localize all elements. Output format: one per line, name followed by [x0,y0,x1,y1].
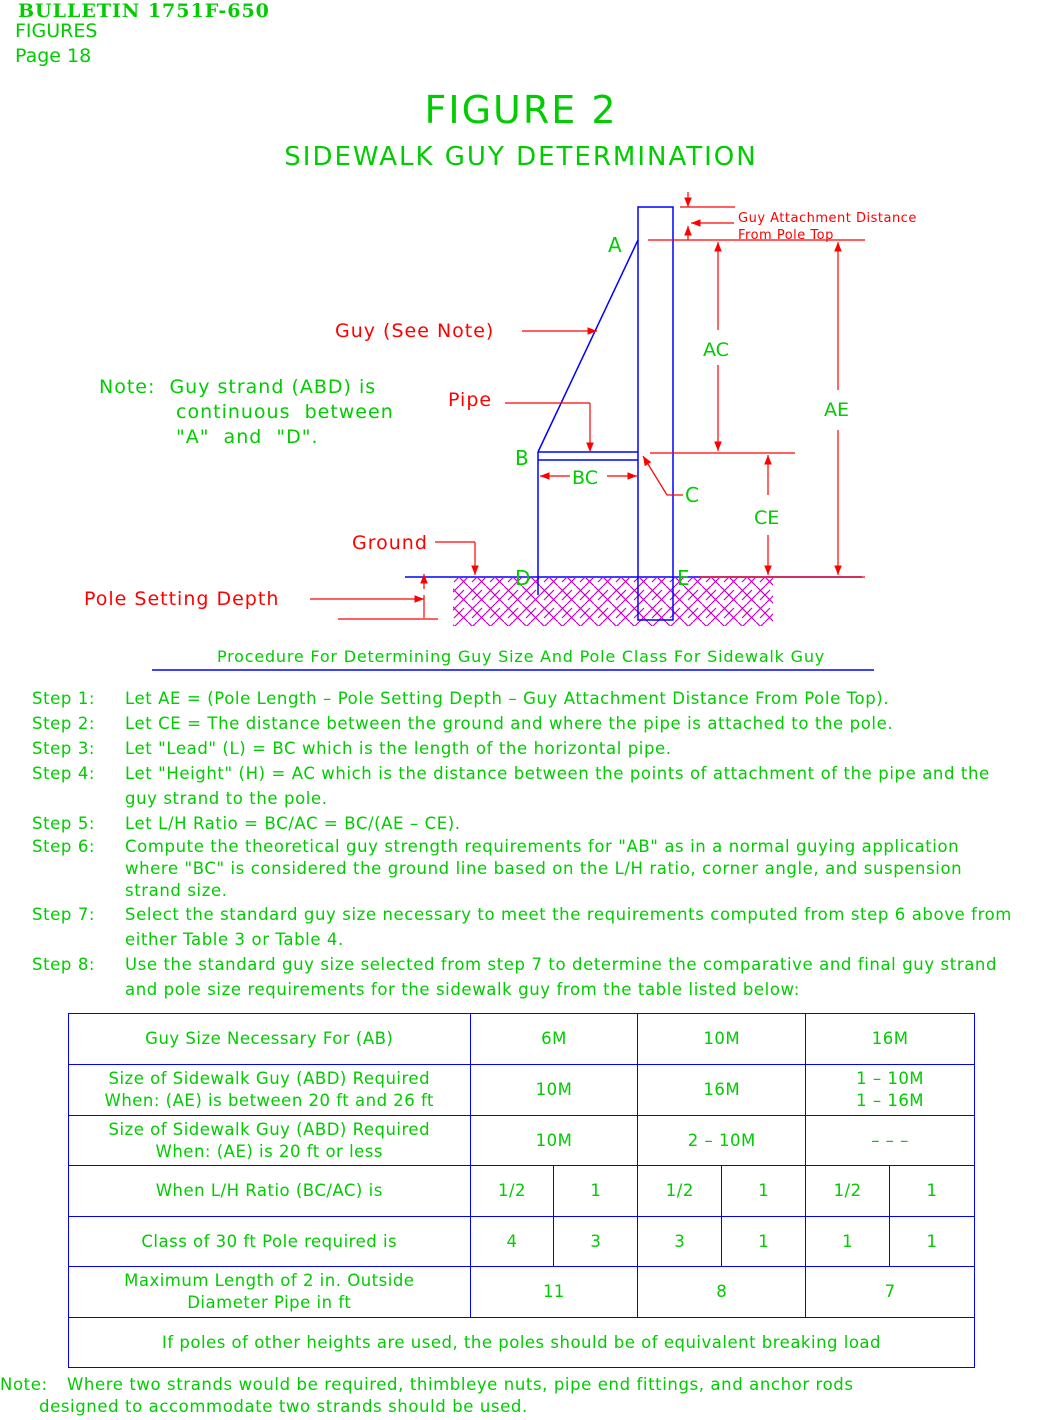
bottom-note-line1: Where two strands would be required, thimbleye nuts, pipe end fittings, and anchor rods [67,1375,854,1394]
table-cell: 1 [554,1166,638,1217]
pole-setting-depth-label: Pole Setting Depth [84,588,280,610]
table-cell: 8 [638,1267,806,1318]
table-row [69,1267,975,1318]
table-cell: 1 [890,1166,975,1217]
guy-attachment-label-line2: From Pole Top [738,228,834,243]
table-cell: 1 [722,1217,806,1267]
guy-label: Guy (See Note) [335,320,495,342]
bottom-note [0,1374,854,1418]
step-item [32,736,1035,761]
step-text: Let AE = (Pole Length – Pole Setting Depth – Guy Attachment Distance From Pole Top). [125,689,890,708]
sidewalk-guy-diagram [0,190,1042,680]
steps-list [32,686,1035,1002]
ground-hatch [453,578,773,626]
table-row [69,1217,975,1267]
step-item [32,811,1035,836]
table-cell: 2 – 10M [638,1116,806,1166]
step-label: Step 5: [32,814,96,833]
table-cell: 11 [470,1267,638,1318]
table-row [69,1166,975,1217]
cell-line: When: (AE) is between 20 ft and 26 ft [104,1091,435,1110]
cell-line: Diameter Pipe in ft [187,1293,352,1312]
step-text: Use the standard guy size selected from step 7 to determine the comparative and final guy strand and pole size requirements for the sidewalk guy from the table listed below: [125,955,998,999]
step-item [32,902,1035,952]
guy-attachment-label-line1: Guy Attachment Distance [738,211,917,226]
table-cell: 3 [554,1217,638,1267]
step-item [32,711,1035,736]
table-cell [69,1116,471,1166]
step-text: Let CE = The distance between the ground and where the pipe is attached to the pole. [125,714,894,733]
table-cell: Class of 30 ft Pole required is [69,1217,471,1267]
table-row [69,1318,975,1368]
table-cell: 1 [890,1217,975,1267]
table-row [69,1065,975,1116]
table-row [69,1116,975,1166]
cell-line: Size of Sidewalk Guy (ABD) Required [108,1069,431,1088]
point-e-label: E [677,566,690,590]
ae-label: AE [824,399,850,421]
figure-title: FIGURE 2 [424,88,618,132]
point-d-label: D [515,566,531,590]
cell-line: 1 – 16M [856,1091,925,1110]
table-cell: 10M [470,1065,638,1116]
bottom-note-line2: designed to accommodate two strands should be used. [39,1397,528,1416]
page-number: Page 18 [15,45,92,67]
step-item [32,686,1035,711]
diagram-note-line1: Note: Guy strand (ABD) is [99,376,377,398]
point-b-label: B [515,446,529,470]
step-item [32,952,1035,1002]
step-label: Step 8: [32,955,96,974]
diagram-note-line3: "A" and "D". [176,426,319,448]
table-cell: 16M [806,1014,975,1065]
cell-line: 1 – 10M [856,1069,925,1088]
point-c-label: C [685,483,699,507]
procedure-title: Procedure For Determining Guy Size And Pole Class For Sidewalk Guy [216,647,826,666]
step-label: Step 6: [32,837,96,856]
table-cell: 1/2 [638,1166,722,1217]
pipe-label: Pipe [448,389,493,411]
table-cell [69,1267,471,1318]
table-cell: 1 [806,1217,890,1267]
step-text: Let L/H Ratio = BC/AC = BC/(AE – CE). [125,814,461,833]
cell-line: Maximum Length of 2 in. Outside [124,1271,415,1290]
ground-label: Ground [352,532,428,554]
table-cell: When L/H Ratio (BC/AC) is [69,1166,471,1217]
bottom-note-label: Note: [0,1375,48,1394]
table-cell: 6M [470,1014,638,1065]
table-cell: 16M [638,1065,806,1116]
table-cell: 10M [470,1116,638,1166]
table-footer-cell: If poles of other heights are used, the poles should be of equivalent breaking load [69,1318,975,1368]
table-cell: 7 [806,1267,975,1318]
step-label: Step 1: [32,689,96,708]
table-cell: 1 [722,1166,806,1217]
figure-subtitle: SIDEWALK GUY DETERMINATION [284,142,758,172]
diagram-note-line2: continuous between [176,401,394,423]
step-label: Step 2: [32,714,96,733]
table-cell: 3 [638,1217,722,1267]
guy-strand [538,240,638,452]
table-cell: 1/2 [806,1166,890,1217]
step-text: Select the standard guy size necessary to meet the requirements computed from step 6 above from either Table 3 or Table 4. [125,905,1012,949]
section-label: FIGURES [15,20,98,42]
table-cell: 4 [470,1217,554,1267]
step-text: Let "Height" (H) = AC which is the distance between the points of attachment of the pipe and the guy strand to the pole. [125,764,990,808]
step-label: Step 7: [32,905,96,924]
step-item [32,761,1035,811]
table-cell: 10M [638,1014,806,1065]
step-item [32,836,1035,902]
table-cell: 1/2 [470,1166,554,1217]
guy-size-requirements-table [68,1013,975,1368]
step-text: Let "Lead" (L) = BC which is the length of the horizontal pipe. [125,739,672,758]
table-cell: – – – [806,1116,975,1166]
cell-line: When: (AE) is 20 ft or less [155,1141,383,1161]
bc-label: BC [572,467,598,489]
ac-label: AC [703,339,729,361]
cell-line: Size of Sidewalk Guy (ABD) Required [108,1119,431,1139]
step-text: Compute the theoretical guy strength requirements for "AB" as in a normal guying application where "BC" is considered the ground line based on the L/H ratio, corner angle, and suspension strand size. [125,837,963,900]
step-label: Step 3: [32,739,96,758]
table-cell: Guy Size Necessary For (AB) [69,1014,471,1065]
table-cell [806,1065,975,1116]
step-label: Step 4: [32,764,96,783]
point-a-label: A [608,233,622,257]
ce-label: CE [754,507,780,529]
pole [638,207,673,620]
table-cell [69,1065,471,1116]
bulletin-number: BULLETIN 1751F-650 [18,0,270,22]
table-row [69,1014,975,1065]
